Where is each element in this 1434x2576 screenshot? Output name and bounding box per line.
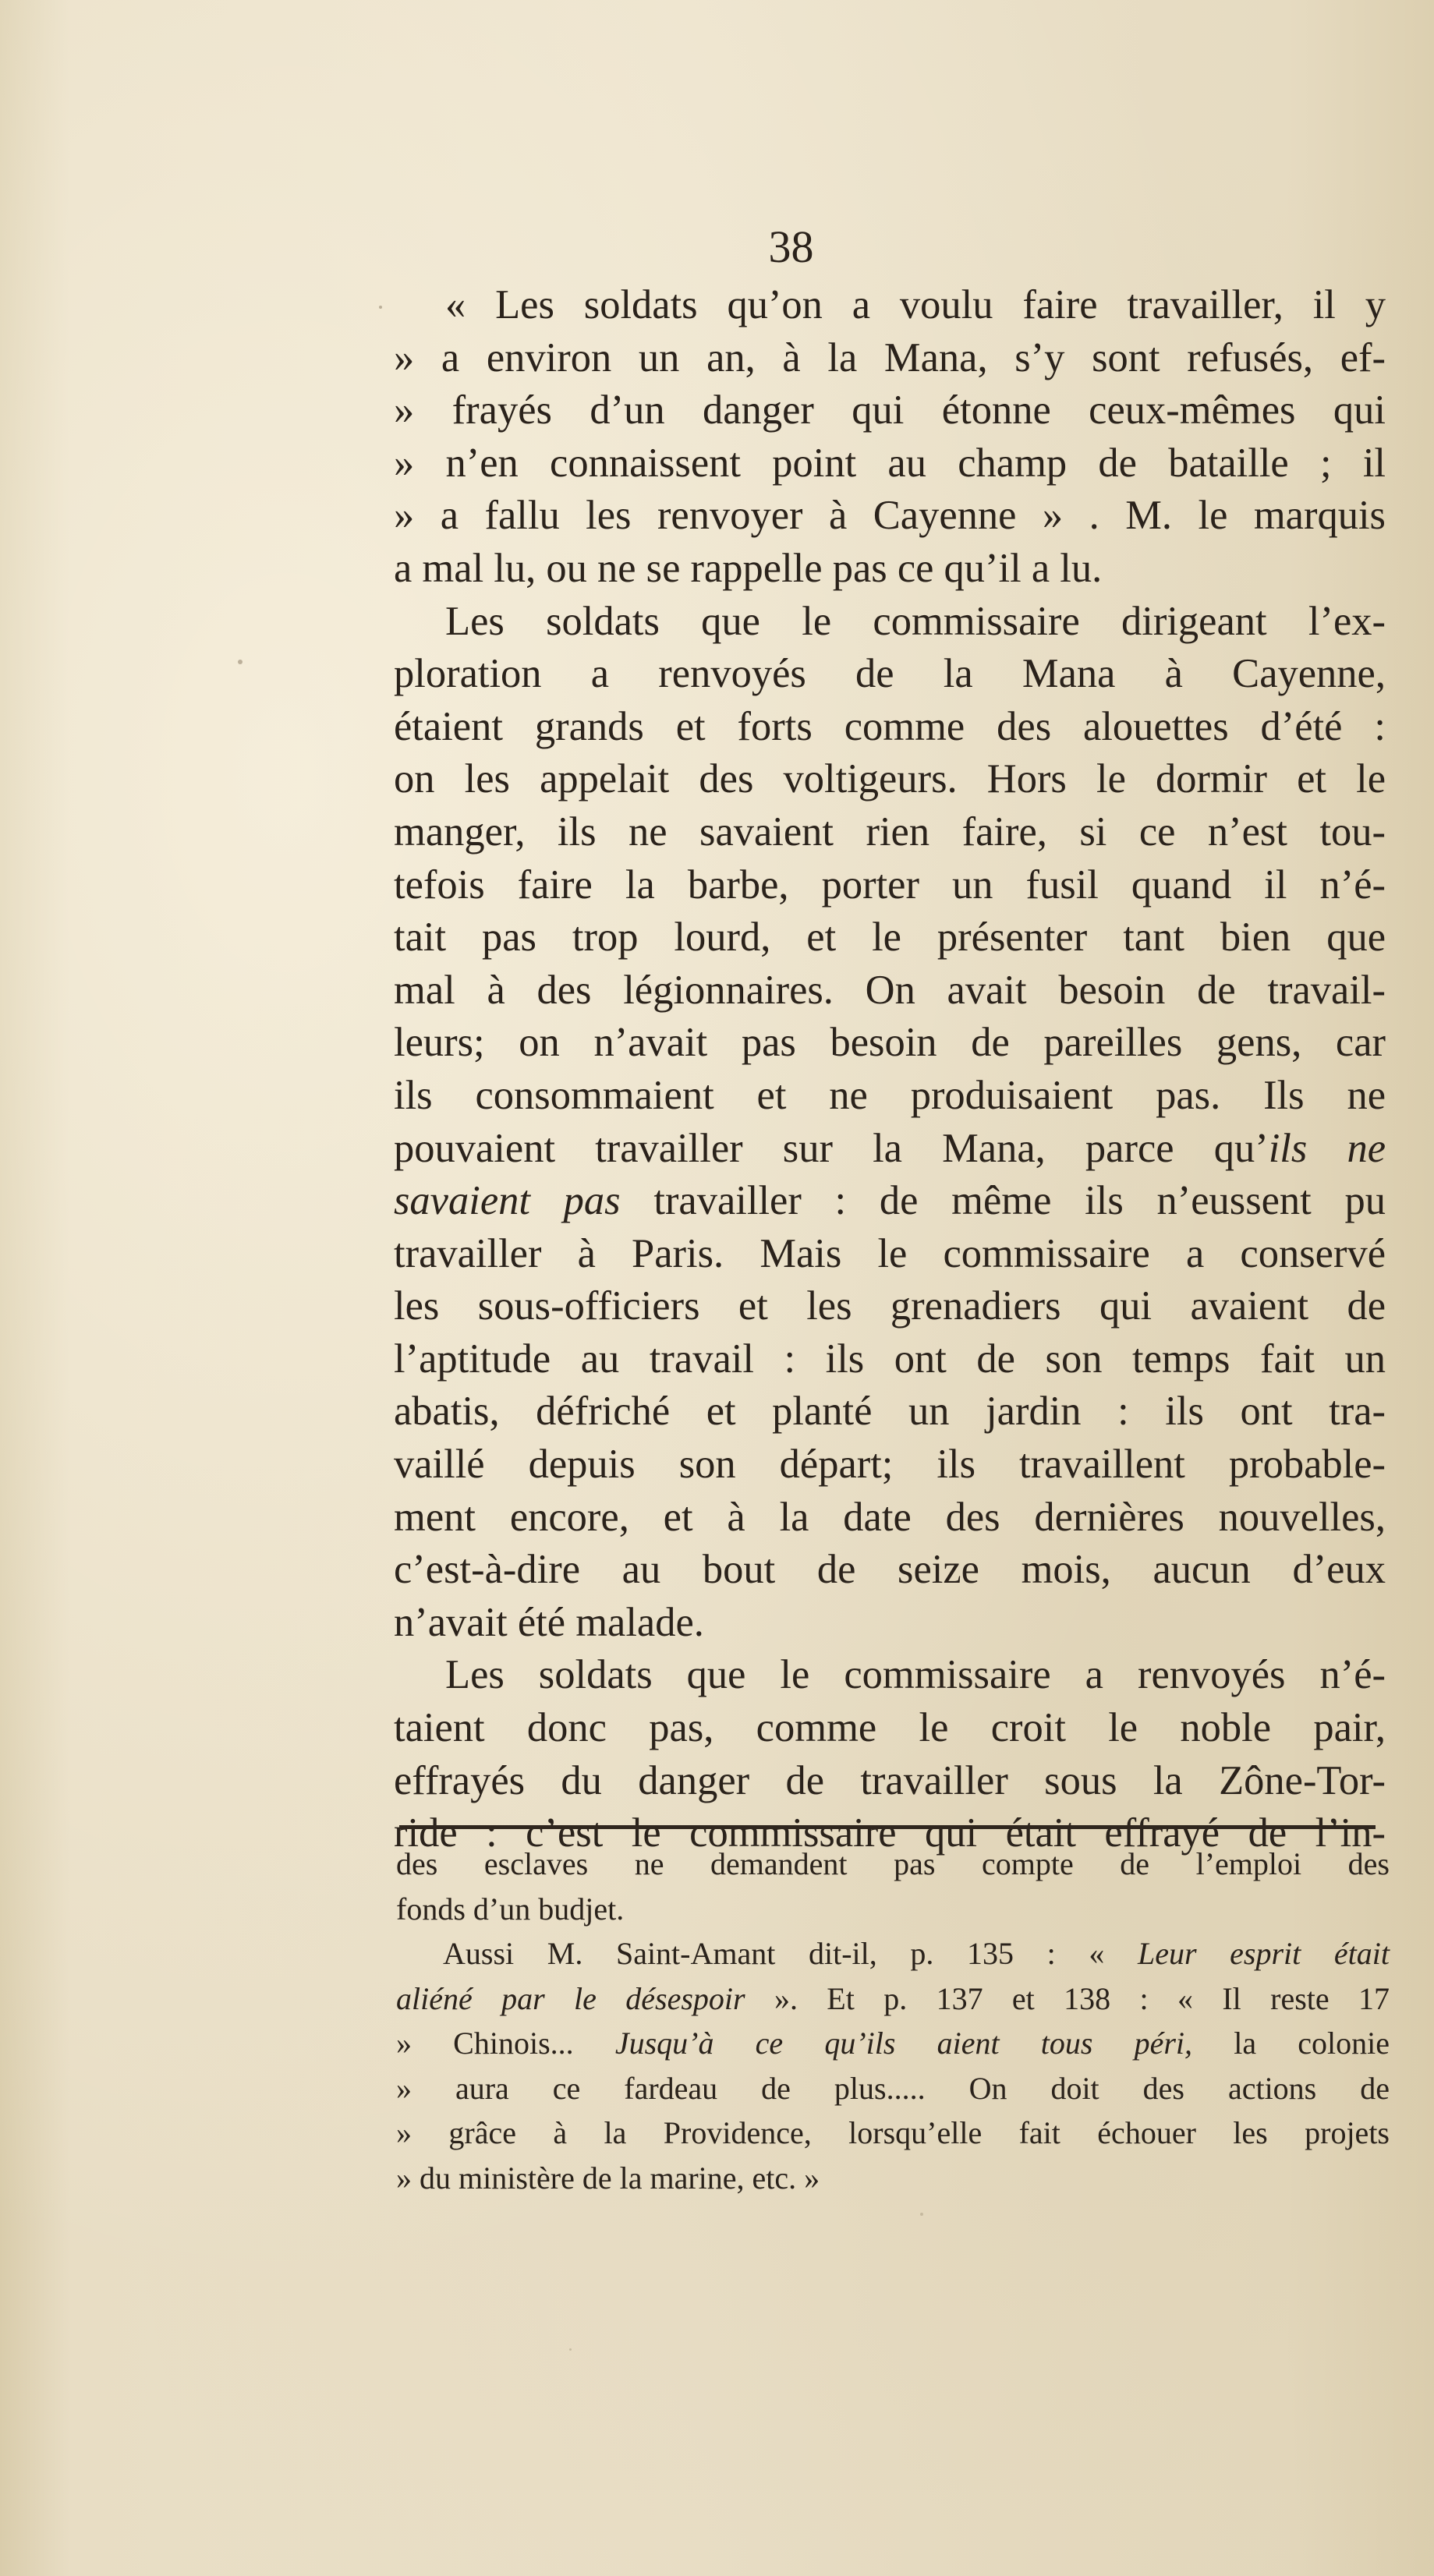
body-line: taient donc pas, comme le croit le noble pair, (394, 1705, 1386, 1751)
footnote-line-italic: aliéné par le désespoir (396, 1980, 745, 2016)
body-line: abatis, défriché et planté un jardin : ils ont tra- (394, 1389, 1386, 1435)
body-line: ils consommaient et ne produisaient pas. Ils ne (394, 1072, 1386, 1118)
paper-speck (569, 2348, 572, 2351)
body-line: ment encore, et à la date des dernières nouvelles, (394, 1494, 1386, 1540)
body-line: mal à des légionnaires. On avait besoin de travail- (394, 967, 1386, 1013)
body-line: leurs; on n’avait pas besoin de pareilles gens, car (394, 1020, 1386, 1066)
body-line: vaillé depuis son départ; ils travaillent probable- (394, 1442, 1386, 1488)
body-text (394, 279, 1386, 1860)
body-line: » a fallu les renvoyer à Cayenne » . M. le marquis (394, 493, 1386, 539)
body-line: tefois faire la barbe, porter un fusil quand il n’é- (394, 862, 1386, 908)
body-line-segment: travailler : de même ils n’eussent pu (620, 1178, 1386, 1224)
body-line (394, 1175, 1386, 1228)
footnote-line-italic: Jusqu’à ce qu’ils aient tous péri, (614, 2026, 1193, 2061)
footnote-line-segment: la colonie (1192, 2026, 1390, 2061)
body-line-segment: pouvaient travailler sur la Mana, parce qu’ (394, 1125, 1269, 1171)
body-line: l’aptitude au travail : ils ont de son temps fait un (394, 1336, 1386, 1382)
footnote-line (396, 2021, 1390, 2066)
body-line: on les appelait des voltigeurs. Hors le dormir et le (394, 756, 1386, 802)
paper-speck (379, 306, 382, 309)
body-line: ride : c’est le commissaire qui était effrayé de l’in- (394, 1810, 1386, 1856)
body-line (394, 1123, 1386, 1176)
body-line-italic: savaient pas (394, 1178, 621, 1224)
footnote-line-segment: » Chinois... (396, 2026, 615, 2061)
body-line: n’avait été malade. (394, 1599, 704, 1645)
footnote-text (396, 1842, 1390, 2200)
body-line: » a environ un an, à la Mana, s’y sont refusés, ef- (394, 334, 1386, 380)
body-line: effrayés du danger de travailler sous la Zône-Tor- (394, 1757, 1386, 1803)
body-line: a mal lu, ou ne se rappelle pas ce qu’il a lu. (394, 545, 1103, 591)
body-line-italic: ils ne (1268, 1125, 1386, 1171)
body-line: étaient grands et forts comme des alouettes d’été : (394, 703, 1386, 749)
body-line: c’est-à-dire au bout de seize mois, aucun d’eux (394, 1547, 1386, 1593)
footnote-line: fonds d’un budjet. (396, 1891, 625, 1927)
page-number: 38 (768, 221, 814, 272)
footnote-line (396, 1976, 1390, 2022)
body-line: travailler à Paris. Mais le commissaire a conservé (394, 1230, 1386, 1276)
body-line: ploration a renvoyés de la Mana à Cayenne, (394, 651, 1386, 697)
body-line: Les soldats que le commissaire a renvoyés n’é- (445, 1652, 1386, 1698)
footnote-line (396, 1931, 1390, 1976)
body-line: « Les soldats qu’on a voulu faire travailler, il y (445, 282, 1386, 327)
body-line: manger, ils ne savaient rien faire, si ce n’est tou- (394, 809, 1386, 855)
footnote-line: » du ministère de la marine, etc. » (396, 2160, 820, 2196)
body-line: » frayés d’un danger qui étonne ceux-mêmes qui (394, 387, 1386, 433)
footnote-line: » aura ce fardeau de plus..... On doit des actions de (396, 2070, 1390, 2106)
footnote-divider (399, 1825, 1376, 1829)
footnote-line-segment: ». Et p. 137 et 138 : « Il reste 17 (745, 1980, 1390, 2016)
footnote-line: des esclaves ne demandent pas compte de l’emploi des (396, 1846, 1390, 1881)
footnote-line-italic: Leur esprit était (1137, 1936, 1390, 1971)
paper-speck (920, 2213, 923, 2216)
footnote-line: » grâce à la Providence, lorsqu’elle fait échouer les projets (396, 2115, 1390, 2150)
body-line: les sous-officiers et les grenadiers qui avaient de (394, 1283, 1386, 1329)
paper-speck (238, 660, 243, 664)
body-line: tait pas trop lourd, et le présenter tant bien que (394, 915, 1386, 961)
body-line: Les soldats que le commissaire dirigeant l’ex- (445, 598, 1386, 644)
body-line: » n’en connaissent point au champ de bataille ; il (394, 440, 1386, 486)
footnote-line-segment: Aussi M. Saint-Amant dit-il, p. 135 : « (443, 1936, 1138, 1971)
